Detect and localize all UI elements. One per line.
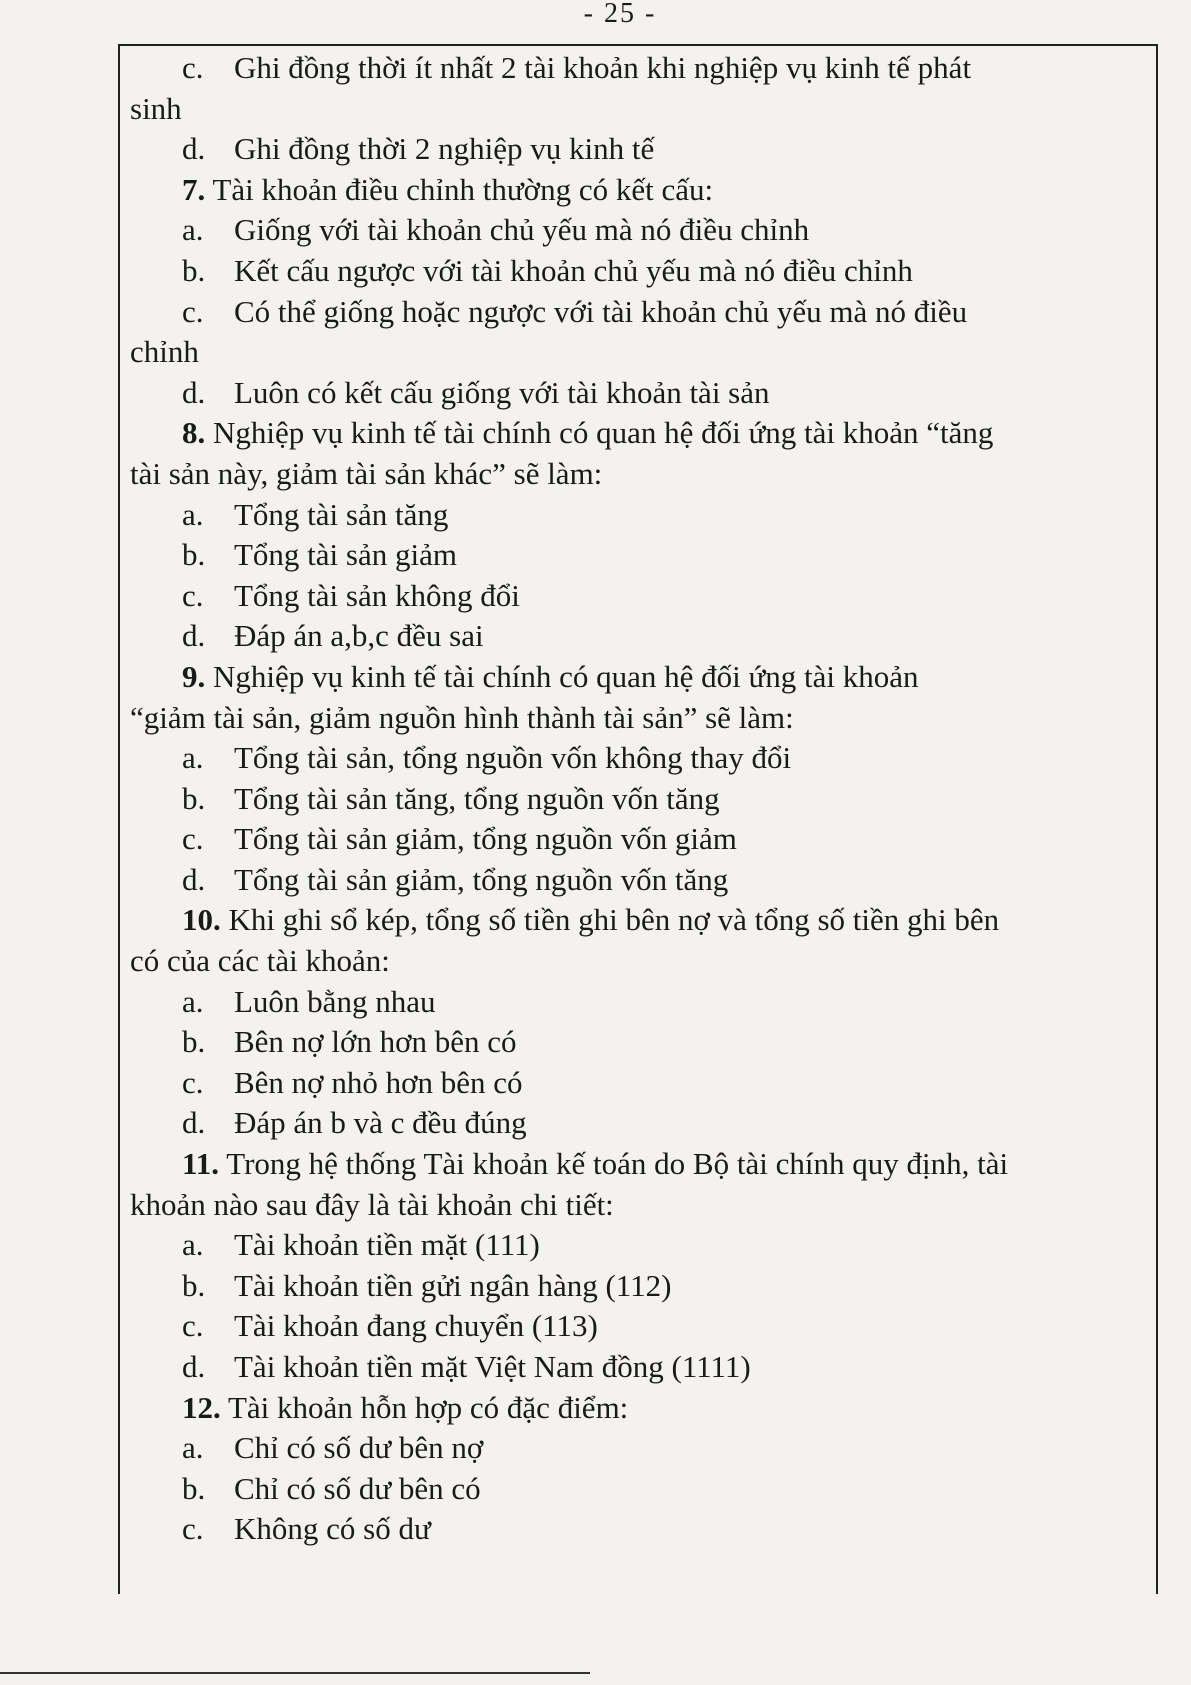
question-stem xyxy=(130,413,1155,454)
line-text: Tài khoản tiền mặt (111) xyxy=(234,1227,540,1263)
answer-option xyxy=(130,1103,1155,1144)
answer-option xyxy=(130,1306,1155,1347)
line-text: Tài khoản tiền gửi ngân hàng (112) xyxy=(234,1267,672,1303)
line-text: Tổng tài sản giảm, tổng nguồn vốn giảm xyxy=(234,821,737,857)
line-text: Nghiệp vụ kinh tế tài chính có quan hệ đối ứng tài khoản xyxy=(213,658,919,694)
answer-option xyxy=(130,210,1155,251)
line-text: Ghi đồng thời 2 nghiệp vụ kinh tế xyxy=(234,131,655,167)
option-letter: b. xyxy=(182,1024,206,1060)
question-number: 9. xyxy=(182,658,206,694)
answer-option xyxy=(130,1347,1155,1388)
answer-option xyxy=(130,1509,1155,1550)
question-stem xyxy=(130,170,1155,211)
answer-option xyxy=(130,1266,1155,1307)
option-letter: b. xyxy=(182,252,206,288)
option-letter: b. xyxy=(182,780,206,816)
answer-option xyxy=(130,616,1155,657)
line-text: Ghi đồng thời ít nhất 2 tài khoản khi nghiệp vụ kinh tế phát xyxy=(234,50,972,85)
page-number: - 25 - xyxy=(583,0,657,29)
line-text: Đáp án b và c đều đúng xyxy=(234,1105,527,1141)
question-number: 7. xyxy=(182,171,206,207)
option-letter: c. xyxy=(182,1511,204,1547)
question-stem xyxy=(130,657,1155,698)
option-letter: c. xyxy=(182,821,204,857)
question-number: 8. xyxy=(182,415,206,451)
option-letter: c. xyxy=(182,293,204,329)
option-letter: b. xyxy=(182,1267,206,1303)
answer-option xyxy=(130,373,1155,414)
question-stem xyxy=(130,1144,1155,1185)
question-number: 10. xyxy=(182,902,221,938)
option-letter: c. xyxy=(182,577,204,613)
answer-option xyxy=(130,48,1155,89)
line-text: Tổng tài sản tăng xyxy=(234,496,449,532)
answer-option xyxy=(130,982,1155,1023)
answer-option xyxy=(130,576,1155,617)
line-text: có của các tài khoản: xyxy=(130,943,390,979)
option-letter: d. xyxy=(182,1105,206,1141)
answer-option xyxy=(130,1428,1155,1469)
bottom-rule xyxy=(0,1672,590,1674)
option-letter: b. xyxy=(182,1470,206,1506)
question-number: 12. xyxy=(182,1389,221,1425)
option-letter: c. xyxy=(182,1308,204,1344)
line-text: khoản nào sau đây là tài khoản chi tiết: xyxy=(130,1186,614,1222)
option-letter: d. xyxy=(182,1349,206,1384)
option-letter: d. xyxy=(182,861,206,897)
line-text: Kết cấu ngược với tài khoản chủ yếu mà nó điều chỉnh xyxy=(234,252,913,288)
option-letter: c. xyxy=(182,1064,204,1100)
line-text: Luôn có kết cấu giống với tài khoản tài sản xyxy=(234,374,770,410)
answer-option xyxy=(130,129,1155,170)
answer-option xyxy=(130,251,1155,292)
option-letter: a. xyxy=(182,496,204,532)
line-text: Tài khoản đang chuyển (113) xyxy=(234,1308,598,1344)
line-text: “giảm tài sản, giảm nguồn hình thành tài sản” sẽ làm: xyxy=(130,699,794,735)
continuation-line xyxy=(130,941,1155,982)
line-text: Giống với tài khoản chủ yếu mà nó điều chỉnh xyxy=(234,212,810,248)
line-text: chỉnh xyxy=(130,334,199,370)
question-number: 11. xyxy=(182,1146,220,1182)
answer-option xyxy=(130,860,1155,901)
question-stem xyxy=(130,900,1155,941)
line-text: Tổng tài sản giảm xyxy=(234,537,457,573)
continuation-line xyxy=(130,1185,1155,1226)
line-text: Tài khoản tiền mặt Việt Nam đồng (1111) xyxy=(234,1349,751,1384)
line-text: Luôn bằng nhau xyxy=(234,983,436,1019)
answer-option xyxy=(130,292,1155,333)
line-text: Tài khoản điều chỉnh thường có kết cấu: xyxy=(212,171,714,207)
continuation-line xyxy=(130,698,1155,739)
answer-option xyxy=(130,1469,1155,1510)
line-text: Tổng tài sản giảm, tổng nguồn vốn tăng xyxy=(234,861,729,897)
line-text: Bên nợ nhỏ hơn bên có xyxy=(234,1064,523,1100)
option-letter: a. xyxy=(182,983,204,1019)
line-text: Chỉ có số dư bên nợ xyxy=(234,1430,484,1466)
answer-option xyxy=(130,819,1155,860)
line-text: Tổng tài sản không đổi xyxy=(234,577,520,613)
line-text: Có thể giống hoặc ngược với tài khoản chủ yếu mà nó điều xyxy=(234,293,968,329)
option-letter: c. xyxy=(182,50,204,85)
option-letter: a. xyxy=(182,740,204,776)
line-text: Trong hệ thống Tài khoản kế toán do Bộ tài chính quy định, tài xyxy=(226,1146,1009,1182)
answer-option xyxy=(130,738,1155,779)
line-text: Bên nợ lớn hơn bên có xyxy=(234,1024,517,1060)
option-letter: b. xyxy=(182,537,206,573)
question-stem xyxy=(130,1388,1155,1429)
answer-option xyxy=(130,1022,1155,1063)
line-text: Nghiệp vụ kinh tế tài chính có quan hệ đối ứng tài khoản “tăng xyxy=(213,415,994,451)
continuation-line xyxy=(130,89,1155,130)
option-letter: a. xyxy=(182,212,204,248)
option-letter: d. xyxy=(182,618,206,654)
document-body xyxy=(130,48,1155,1550)
line-text: Khi ghi sổ kép, tổng số tiền ghi bên nợ và tổng số tiền ghi bên xyxy=(228,902,1000,938)
option-letter: a. xyxy=(182,1227,204,1263)
answer-option xyxy=(130,495,1155,536)
line-text: Tổng tài sản, tổng nguồn vốn không thay đổi xyxy=(234,740,792,776)
option-letter: a. xyxy=(182,1430,204,1466)
continuation-line xyxy=(130,332,1155,373)
option-letter: d. xyxy=(182,131,206,167)
line-text: Tổng tài sản tăng, tổng nguồn vốn tăng xyxy=(234,780,720,816)
answer-option xyxy=(130,779,1155,820)
line-text: Đáp án a,b,c đều sai xyxy=(234,618,484,654)
option-letter: d. xyxy=(182,374,206,410)
answer-option xyxy=(130,535,1155,576)
line-text: Chỉ có số dư bên có xyxy=(234,1470,481,1506)
line-text: Không có số dư xyxy=(234,1511,431,1547)
line-text: tài sản này, giảm tài sản khác” sẽ làm: xyxy=(130,455,603,491)
answer-option xyxy=(130,1063,1155,1104)
line-text: sinh xyxy=(130,90,182,126)
continuation-line xyxy=(130,454,1155,495)
line-text: Tài khoản hỗn hợp có đặc điểm: xyxy=(227,1389,629,1425)
answer-option xyxy=(130,1225,1155,1266)
